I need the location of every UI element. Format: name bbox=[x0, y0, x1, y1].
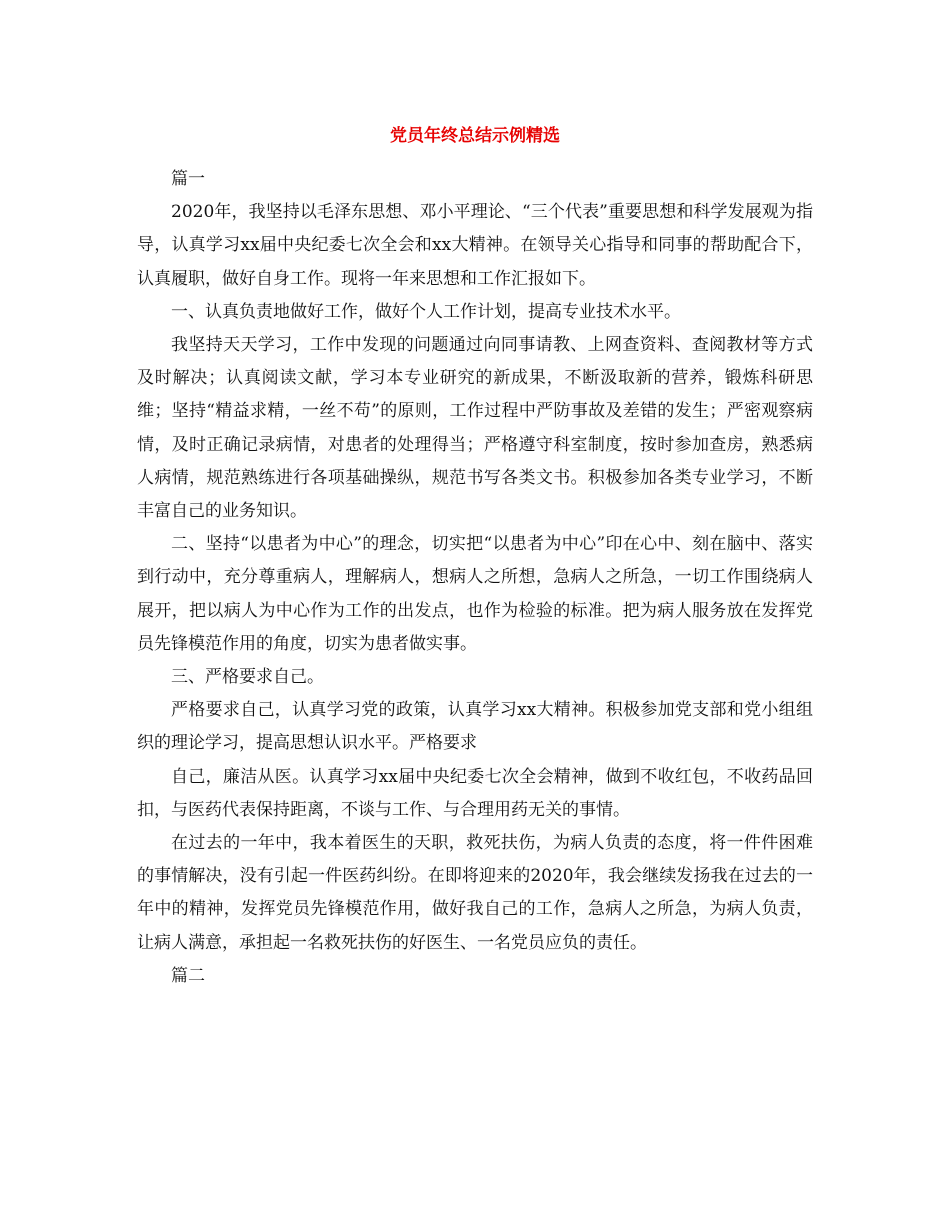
subheading-3: 三、严格要求自己。 bbox=[171, 667, 324, 688]
document-title: 党员年终总结示例精选 bbox=[390, 126, 560, 146]
paragraph-patient-centered: 二、坚持“以患者为中心”的理念，切实把“以患者为中心”印在心中、刻在脑中、落实到行动中，充分尊重病人，理解病人，想病人之所想，急病人之所急，一切工作围绕病人展开，把以病人为中心作为工作的出发点，也作为检验的标准。把为病人服务放在发挥党员先锋模范作用的角度，切实为患者做实事。 bbox=[137, 534, 813, 654]
subheading-1: 一、认真负责地做好工作，做好个人工作计划，提高专业技术水平。 bbox=[171, 301, 681, 322]
section-heading-1: 篇一 bbox=[171, 169, 205, 189]
paragraph-self-discipline: 严格要求自己，认真学习党的政策，认真学习xx大精神。积极参加党支部和党小组组织的理论学习，提高思想认识水平。严格要求 bbox=[137, 700, 813, 754]
paragraph-integrity: 自己，廉洁从医。认真学习xx届中央纪委七次全会精神，做到不收红包，不收药品回扣，与医药代表保持距离，不谈与工作、与合理用药无关的事情。 bbox=[137, 766, 813, 820]
section-heading-2: 篇二 bbox=[171, 965, 205, 986]
paragraph-study: 我坚持天天学习，工作中发现的问题通过向同事请教、上网查资料、查阅教材等方式及时解决；认真阅读文献，学习本专业研究的新成果，不断汲取新的营养，锻炼科研思维；坚持“精益求精，一丝不苟”的原则，工作过程中严防事故及差错的发生；严密观察病情，及时正确记录病情，对患者的处理得当；严格遵守科室制度，按时参加查房，熟悉病人病情，规范熟练进行各项基础操纵，规范书写各类文书。积极参加各类专业学习，不断丰富自己的业务知识。 bbox=[137, 335, 813, 522]
paragraph-summary: 在过去的一年中，我本着医生的天职，救死扶伤，为病人负责的态度，将一件件困难的事情解决，没有引起一件医药纠纷。在即将迎来的2020年，我会继续发扬我在过去的一年中的精神，发挥党员先锋模范作用，做好我自己的工作，急病人之所急，为病人负责，让病人满意，承担起一名救死扶伤的好医生、一名党员应负的责任。 bbox=[137, 833, 813, 953]
paragraph-intro: 2020年，我坚持以毛泽东思想、邓小平理论、“三个代表”重要思想和科学发展观为指导，认真学习xx届中央纪委七次全会和xx大精神。在领导关心指导和同事的帮助配合下，认真履职，做好自身工作。现将一年来思想和工作汇报如下。 bbox=[137, 202, 813, 289]
document-body bbox=[137, 163, 813, 993]
